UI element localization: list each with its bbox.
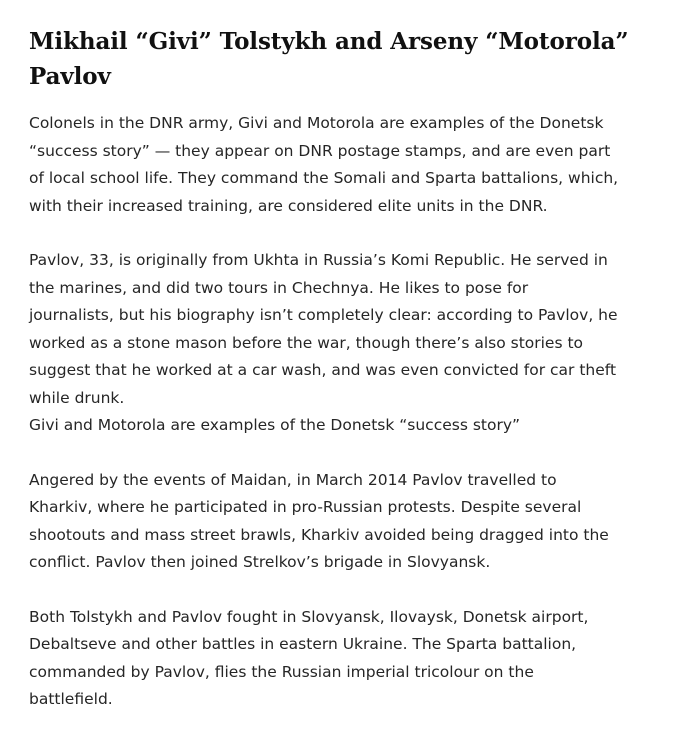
text-line: Colonels in the DNR army, Givi and Motorola are examples of the Donetsk bbox=[29, 114, 604, 132]
text-line: “success story” — they appear on DNR postage stamps, and are even part bbox=[29, 141, 611, 160]
text-line: Pavlov, 33, is originally from Ukhta in Russia’s Komi Republic. He served in bbox=[29, 251, 608, 269]
text-line: with their increased training, are considered elite units in the DNR. bbox=[29, 196, 548, 215]
paragraph-2 bbox=[29, 247, 645, 440]
text-line: battlefield. bbox=[29, 690, 113, 708]
paragraph-3 bbox=[29, 467, 645, 577]
text-line: Debaltseve and other battles in eastern Ukraine. The Sparta battalion, bbox=[29, 635, 577, 653]
text-line: while drunk. bbox=[29, 388, 125, 407]
text-line: suggest that he worked at a car wash, and was even convicted for car theft bbox=[29, 361, 617, 379]
text-line: worked as a stone mason before the war, though there’s also stories to bbox=[29, 333, 584, 352]
paragraph-4 bbox=[29, 604, 645, 714]
paragraph-1 bbox=[29, 110, 645, 220]
title-line: Pavlov bbox=[29, 63, 111, 90]
text-line: Both Tolstykh and Pavlov fought in Slovyansk, Ilovaysk, Donetsk airport, bbox=[29, 607, 589, 626]
text-line: the marines, and did two tours in Chechnya. He likes to pose for bbox=[29, 278, 529, 297]
article-title bbox=[29, 24, 645, 94]
text-line: conflict. Pavlov then joined Strelkov’s brigade in Slovyansk. bbox=[29, 553, 491, 571]
text-line: Kharkiv, where he participated in pro-Russian protests. Despite several bbox=[29, 498, 582, 516]
text-line: Angered by the events of Maidan, in March 2014 Pavlov travelled to bbox=[29, 470, 557, 489]
text-line: commanded by Pavlov, flies the Russian imperial tricolour on the bbox=[29, 662, 534, 681]
text-line: Givi and Motorola are examples of the Donetsk “success story” bbox=[29, 416, 521, 434]
title-line: Mikhail “Givi” Tolstykh and Arseny “Motorola” bbox=[29, 28, 629, 55]
text-line: journalists, but his biography isn’t completely clear: according to Pavlov, he bbox=[29, 306, 618, 324]
text-line: of local school life. They command the Somali and Sparta battalions, which, bbox=[29, 169, 619, 187]
text-line: shootouts and mass street brawls, Kharkiv avoided being dragged into the bbox=[29, 525, 609, 544]
